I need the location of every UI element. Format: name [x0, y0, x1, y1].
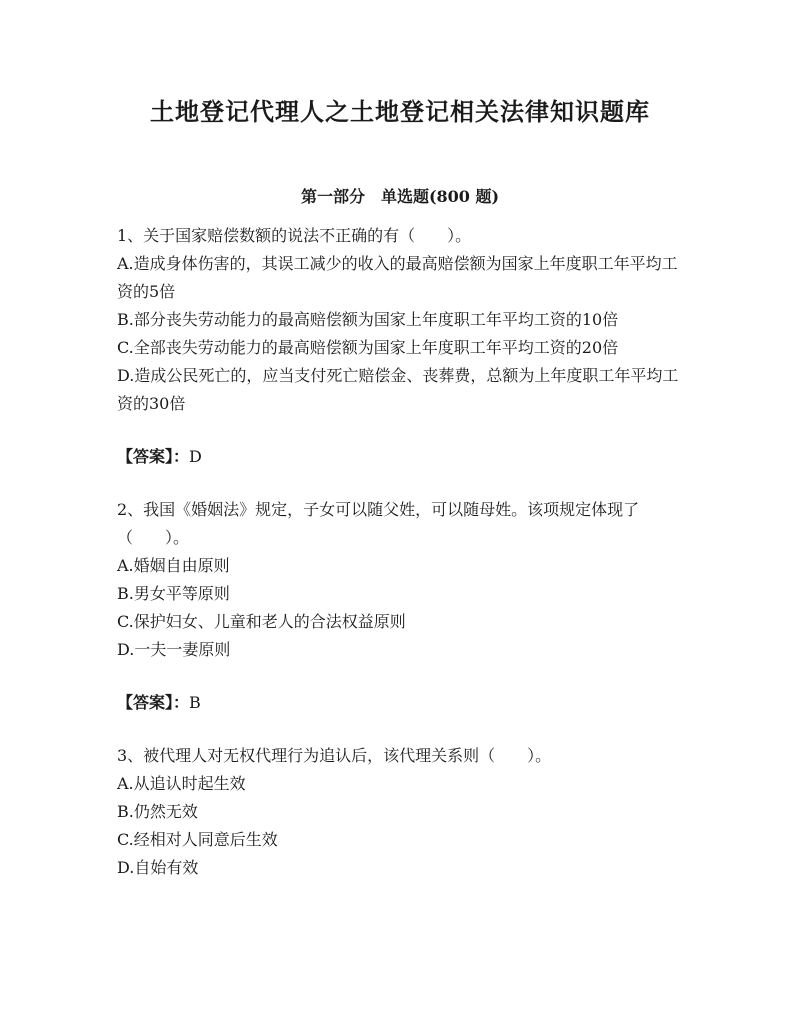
question-list: [117, 222, 683, 882]
question-option: A.从追认时起生效: [117, 774, 246, 793]
question-item: [117, 742, 683, 882]
question-stem: 2、我国《婚姻法》规定，子女可以随父姓，可以随母姓。该项规定体现了（ ）。: [117, 500, 640, 547]
question-option: A.婚姻自由原则: [117, 556, 230, 575]
answer-line: [117, 689, 683, 717]
question-option: C.经相对人同意后生效: [117, 830, 278, 849]
answer-label: 【答案】：: [117, 447, 190, 466]
question-item: [117, 222, 683, 471]
answer-line: [117, 443, 683, 471]
answer-label: 【答案】：: [117, 693, 190, 712]
question-stem: 1、关于国家赔偿数额的说法不正确的有（ ）。: [117, 226, 472, 245]
question-item: [117, 496, 683, 717]
question-option: B.男女平等原则: [117, 584, 230, 603]
document-title: 土地登记代理人之土地登记相关法律知识题库: [150, 97, 650, 126]
question-stem: 3、被代理人对无权代理行为追认后，该代理关系则（ ）。: [117, 746, 552, 765]
answer-value: D: [189, 447, 202, 466]
section-title: 第一部分 单选题(800 题): [300, 187, 500, 206]
question-option: C.全部丧失劳动能力的最高赔偿额为国家上年度职工年平均工资的20倍: [117, 338, 619, 357]
question-option: D.自始有效: [117, 858, 199, 877]
question-option: B.仍然无效: [117, 802, 198, 821]
question-option: B.部分丧失劳动能力的最高赔偿额为国家上年度职工年平均工资的10倍: [117, 310, 619, 329]
question-option: C.保护妇女、儿童和老人的合法权益原则: [117, 612, 406, 631]
answer-value: B: [189, 693, 201, 712]
question-option: A.造成身体伤害的，其误工减少的收入的最高赔偿额为国家上年度职工年平均工资的5倍: [117, 254, 678, 301]
question-option: D.一夫一妻原则: [117, 640, 231, 659]
question-option: D.造成公民死亡的，应当支付死亡赔偿金、丧葬费，总额为上年度职工年平均工资的30倍: [117, 366, 679, 413]
